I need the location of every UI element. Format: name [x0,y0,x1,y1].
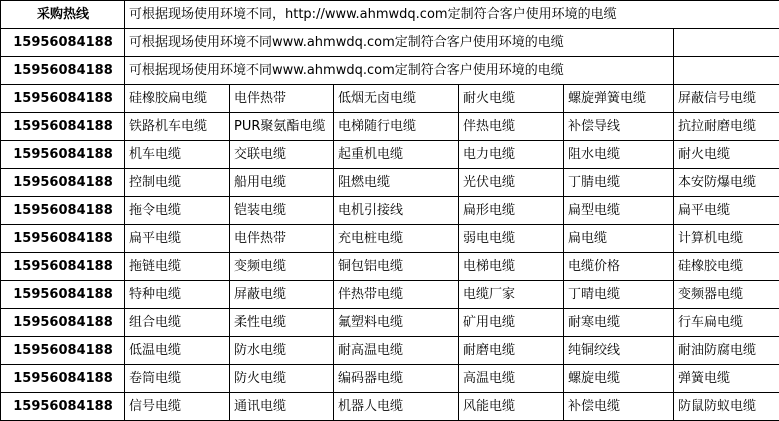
product-cell: 弹簧电缆 [674,365,779,393]
product-cell: 电机引接线 [334,197,459,225]
table-row [1,337,779,365]
phone-number: 15956084188 [1,281,125,309]
phone-number: 15956084188 [1,393,125,421]
product-cell: 船用电缆 [230,169,334,197]
product-cell: 屏蔽信号电缆 [674,85,779,113]
product-cell: 本安防爆电缆 [674,169,779,197]
table-row [1,309,779,337]
empty-cell [674,57,779,85]
product-cell: 耐高温电缆 [334,337,459,365]
product-cell: 编码器电缆 [334,365,459,393]
product-cell: 机器人电缆 [334,393,459,421]
product-cell: 扁电缆 [564,225,674,253]
product-cell: 阻水电缆 [564,141,674,169]
table-row [1,365,779,393]
product-cell: 低温电缆 [125,337,230,365]
product-cell: 丁腈电缆 [564,169,674,197]
product-cell: 屏蔽电缆 [230,281,334,309]
product-cell: 防火电缆 [230,365,334,393]
product-cell: 硅橡胶电缆 [674,253,779,281]
product-cell: 拖链电缆 [125,253,230,281]
phone-number: 15956084188 [1,169,125,197]
product-cell: 扁型电缆 [564,197,674,225]
product-cell: 耐火电缆 [674,141,779,169]
product-cell: 伴热电缆 [459,113,564,141]
product-cell: 变频电缆 [230,253,334,281]
product-cell: 电缆价格 [564,253,674,281]
product-cell: 机车电缆 [125,141,230,169]
product-cell: 扁平电缆 [125,225,230,253]
table-row [1,393,779,421]
phone-number: 15956084188 [1,337,125,365]
table-row-notice-2 [1,57,779,85]
phone-number: 15956084188 [1,29,125,57]
phone-number: 15956084188 [1,113,125,141]
product-cell: 矿用电缆 [459,309,564,337]
product-cell: 铠装电缆 [230,197,334,225]
notice-line-1: 可根据现场使用环境不同www.ahmwdq.com定制符合客户使用环境的电缆 [125,29,674,57]
table-row [1,113,779,141]
table-body [1,1,779,421]
product-cell: 铁路机车电缆 [125,113,230,141]
product-cell: 信号电缆 [125,393,230,421]
product-cell: 伴热带电缆 [334,281,459,309]
product-cell: 纯铜绞线 [564,337,674,365]
product-cell: 低烟无卤电缆 [334,85,459,113]
product-cell: 耐火电缆 [459,85,564,113]
table-row [1,197,779,225]
table-row [1,169,779,197]
product-cell: 耐油防腐电缆 [674,337,779,365]
product-cell: 充电桩电缆 [334,225,459,253]
notice-long: 可根据现场使用环境不同，http://www.ahmwdq.com定制符合客户使用环境的电缆 [125,1,779,29]
product-cell: 螺旋电缆 [564,365,674,393]
product-cell: 电梯随行电缆 [334,113,459,141]
phone-number: 15956084188 [1,141,125,169]
product-cell: 电缆厂家 [459,281,564,309]
table-row [1,253,779,281]
product-cell: 高温电缆 [459,365,564,393]
product-cell: PUR聚氨酯电缆 [230,113,334,141]
product-cell: 耐寒电缆 [564,309,674,337]
phone-number: 15956084188 [1,225,125,253]
product-cell: 组合电缆 [125,309,230,337]
phone-number: 15956084188 [1,309,125,337]
product-cell: 卷筒电缆 [125,365,230,393]
table-row [1,141,779,169]
phone-number: 15956084188 [1,85,125,113]
product-cell: 弱电电缆 [459,225,564,253]
product-cell: 交联电缆 [230,141,334,169]
product-cell: 光伏电缆 [459,169,564,197]
product-cell: 补偿导线 [564,113,674,141]
product-cell: 特种电缆 [125,281,230,309]
product-cell: 防水电缆 [230,337,334,365]
product-cell: 补偿电缆 [564,393,674,421]
product-cell: 螺旋弹簧电缆 [564,85,674,113]
empty-cell [674,29,779,57]
table-row [1,85,779,113]
product-cell: 阻燃电缆 [334,169,459,197]
phone-number: 15956084188 [1,253,125,281]
product-cell: 起重机电缆 [334,141,459,169]
product-cell: 风能电缆 [459,393,564,421]
notice-line-2: 可根据现场使用环境不同www.ahmwdq.com定制符合客户使用环境的电缆 [125,57,674,85]
product-cell: 电力电缆 [459,141,564,169]
product-cell: 耐磨电缆 [459,337,564,365]
product-cell: 控制电缆 [125,169,230,197]
phone-number: 15956084188 [1,197,125,225]
product-cell: 电梯电缆 [459,253,564,281]
product-cell: 变频器电缆 [674,281,779,309]
table-row [1,281,779,309]
table-row-notice-1 [1,29,779,57]
product-cell: 丁晴电缆 [564,281,674,309]
phone-number: 15956084188 [1,365,125,393]
product-cell: 行车扁电缆 [674,309,779,337]
product-cell: 电伴热带 [230,225,334,253]
product-cell: 铜包铝电缆 [334,253,459,281]
table-row [1,225,779,253]
product-cell: 防鼠防蚁电缆 [674,393,779,421]
product-cell: 硅橡胶扁电缆 [125,85,230,113]
product-cell: 柔性电缆 [230,309,334,337]
product-cell: 拖令电缆 [125,197,230,225]
purchase-hotline-label: 采购热线 [1,1,125,29]
product-cell: 计算机电缆 [674,225,779,253]
product-cell: 通讯电缆 [230,393,334,421]
product-cell: 扁形电缆 [459,197,564,225]
product-cell: 扁平电缆 [674,197,779,225]
product-cell: 抗拉耐磨电缆 [674,113,779,141]
product-cell: 电伴热带 [230,85,334,113]
phone-number: 15956084188 [1,57,125,85]
product-cell: 氟塑料电缆 [334,309,459,337]
table-row-header [1,1,779,29]
